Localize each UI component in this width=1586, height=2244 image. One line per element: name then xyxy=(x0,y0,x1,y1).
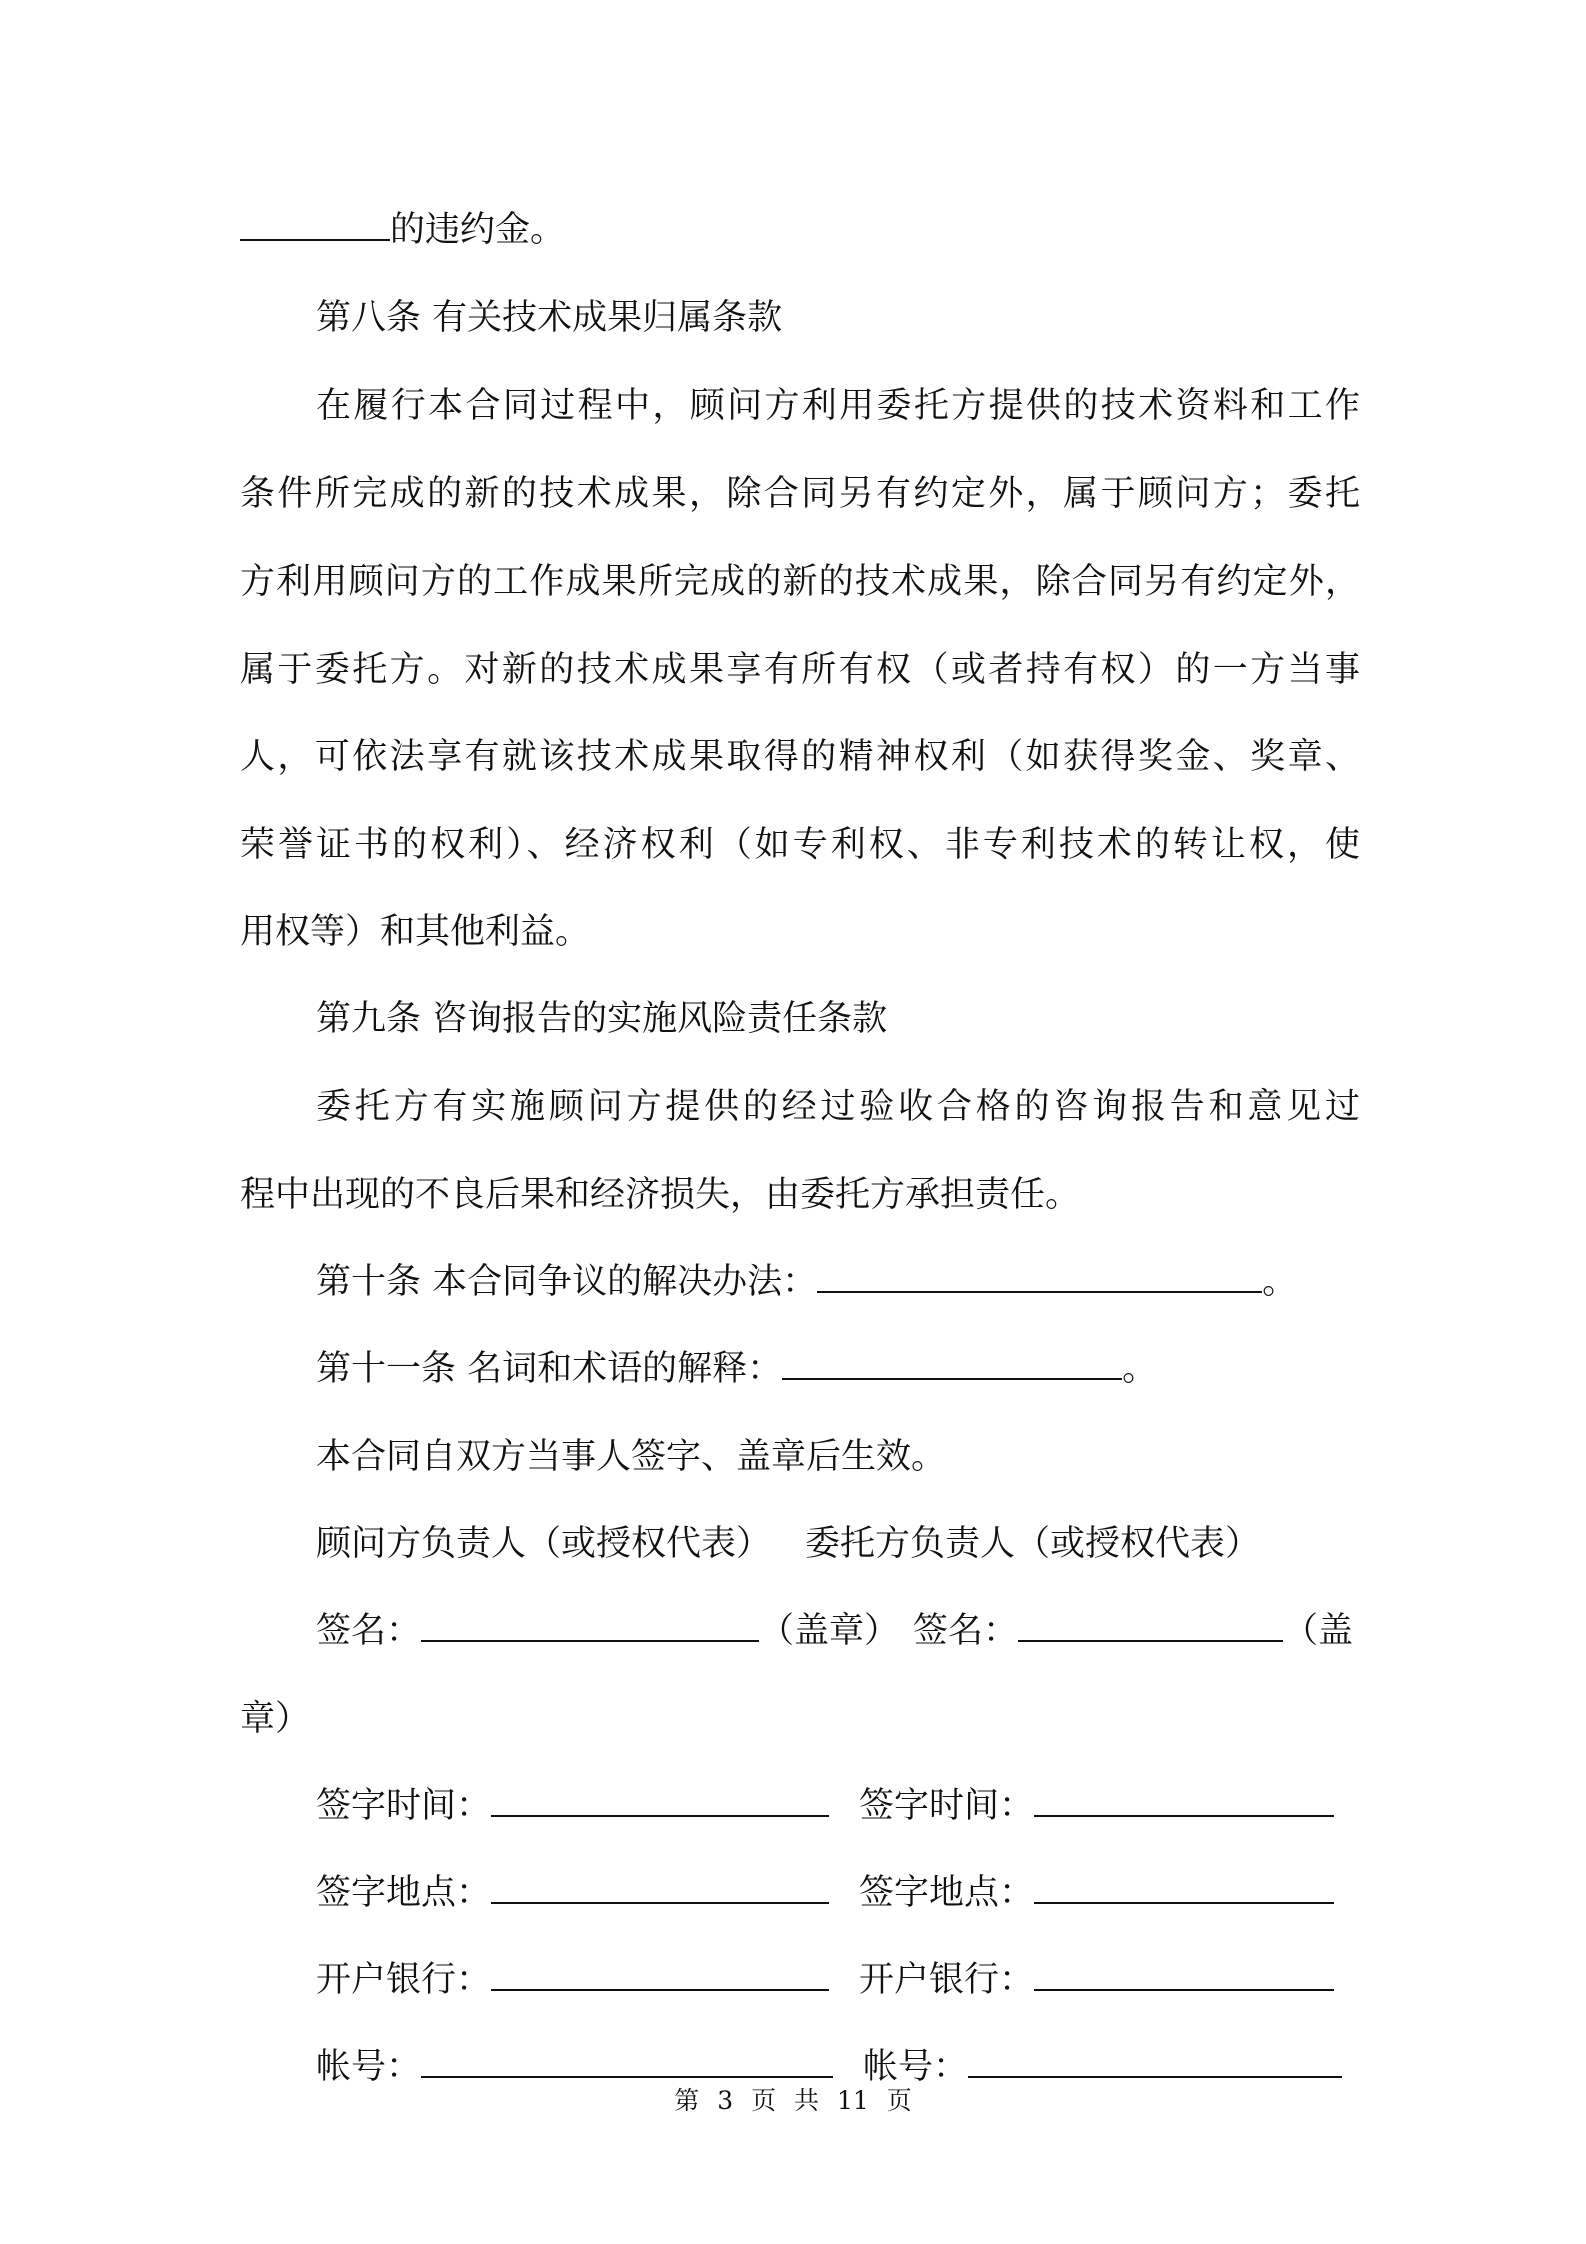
account-label-left: 帐号： xyxy=(316,2047,422,2087)
blank-account-left xyxy=(421,2046,833,2078)
article-10-line xyxy=(316,1258,1297,1306)
article-8-line-2: 条件所完成的新的技术成果，除合同另有约定外，属于顾问方；委托 xyxy=(240,474,1360,514)
article-9-line-1: 委托方有实施顾问方提供的经过验收合格的咨询报告和意见过 xyxy=(316,1087,1360,1127)
sign-time-label-left: 签字时间： xyxy=(316,1786,492,1826)
client-representative-label: 委托方负责人（或授权代表） xyxy=(805,1524,1261,1564)
account-label-right: 帐号： xyxy=(863,2047,969,2087)
seal-label-right: （盖 xyxy=(1283,1611,1354,1651)
seal-label-left: （盖章） xyxy=(759,1611,900,1651)
article-8-line-1: 在履行本合同过程中，顾问方利用委托方提供的技术资料和工作 xyxy=(316,386,1360,426)
blank-account-right xyxy=(968,2046,1342,2078)
sign-time-line xyxy=(316,1782,1334,1830)
signature-label-right: 签名： xyxy=(913,1611,1019,1651)
blank-bank-right xyxy=(1034,1959,1334,1991)
blank-sign-time-right xyxy=(1034,1785,1334,1817)
article-8-line-7: 用权等）和其他利益。 xyxy=(240,912,591,952)
blank-signature-left xyxy=(421,1610,759,1642)
bank-label-left: 开户银行： xyxy=(316,1960,492,2000)
article-10-label: 第十条 本合同争议的解决办法： xyxy=(316,1262,818,1302)
consultant-representative-label: 顾问方负责人（或授权代表） xyxy=(316,1524,772,1564)
sign-place-label-right: 签字地点： xyxy=(859,1873,1035,1913)
article-8-line-6: 荣誉证书的权利）、经济权利（如专利权、非专利技术的转让权，使 xyxy=(240,825,1360,865)
blank-dispute-resolution xyxy=(817,1261,1262,1293)
article-10-period: 。 xyxy=(1262,1262,1298,1302)
article-8-line-4: 属于委托方。对新的技术成果享有所有权（或者持有权）的一方当事 xyxy=(240,650,1360,690)
blank-sign-place-right xyxy=(1034,1872,1334,1904)
signature-label-left: 签名： xyxy=(316,1611,422,1651)
blank-signature-right xyxy=(1018,1610,1283,1642)
signature-line xyxy=(316,1607,1353,1655)
article-8-line-5: 人，可依法享有就该技术成果取得的精神权利（如获得奖金、奖章、 xyxy=(240,737,1360,777)
article-9-line-2: 程中出现的不良后果和经济损失，由委托方承担责任。 xyxy=(240,1175,1081,1215)
blank-sign-time-left xyxy=(491,1785,829,1817)
blank-terms-definition xyxy=(782,1348,1122,1380)
seal-label-right-wrap: 章） xyxy=(240,1699,311,1739)
bank-label-right: 开户银行： xyxy=(859,1960,1035,2000)
article-11-period: 。 xyxy=(1122,1349,1158,1389)
blank-bank-left xyxy=(491,1959,829,1991)
penalty-text: 的违约金。 xyxy=(390,210,566,250)
article-8-line-3: 方利用顾问方的工作成果所完成的新的技术成果，除合同另有约定外， xyxy=(240,562,1360,602)
sign-time-label-right: 签字时间： xyxy=(859,1786,1035,1826)
article-9-title: 第九条 咨询报告的实施风险责任条款 xyxy=(316,999,888,1039)
bank-line xyxy=(316,1956,1334,2004)
blank-penalty-amount xyxy=(240,209,390,241)
penalty-line xyxy=(240,206,565,254)
article-8-title: 第八条 有关技术成果归属条款 xyxy=(316,298,783,338)
page-footer: 第 3 页 共 11 页 xyxy=(674,2086,912,2115)
sign-place-label-left: 签字地点： xyxy=(316,1873,492,1913)
blank-sign-place-left xyxy=(491,1872,829,1904)
sign-place-line xyxy=(316,1869,1334,1917)
article-11-label: 第十一条 名词和术语的解释： xyxy=(316,1349,783,1389)
article-11-line xyxy=(316,1345,1157,1393)
representatives-line xyxy=(316,1520,1260,1568)
effective-clause: 本合同自双方当事人签字、盖章后生效。 xyxy=(316,1437,947,1477)
